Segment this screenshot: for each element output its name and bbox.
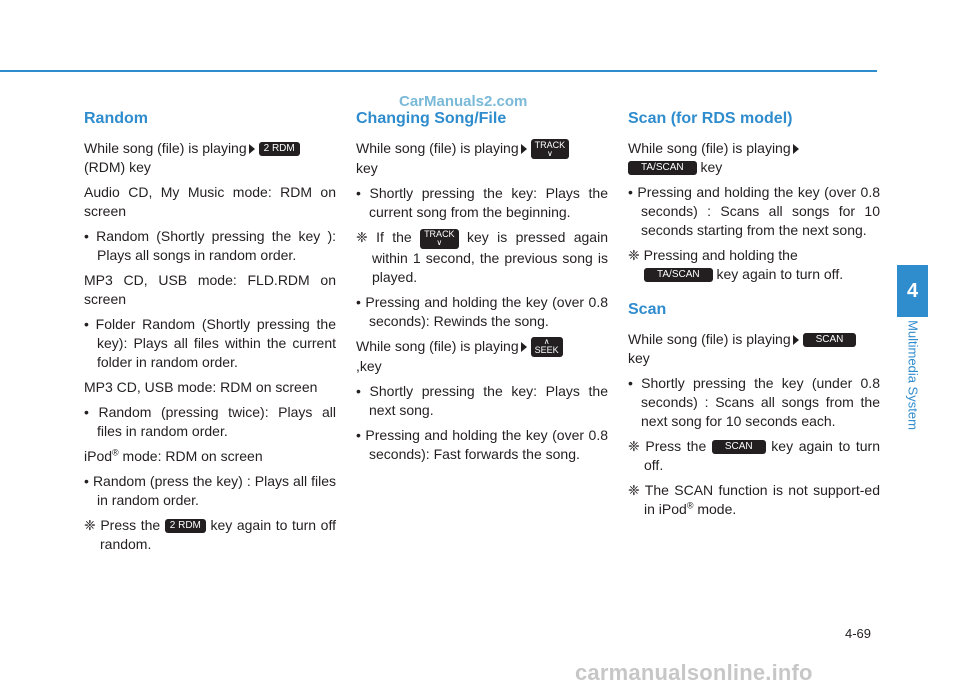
random-mp3-mode: MP3 CD, USB mode: RDM on screen (84, 379, 318, 395)
scan-key-icon: SCAN (803, 333, 857, 347)
scan-rds-intro (628, 139, 880, 177)
random-cd-bullet: • Random (Shortly pressing the key ): Plays all songs in random order. (84, 228, 336, 263)
changing-title: Changing Song/File (356, 110, 507, 127)
scan-note-text-b: key again to turn off. (644, 438, 880, 473)
scan-bullet: • Shortly pressing the key (under 0.8 seconds) : Scans all songs from the next song for 10 seconds each. (628, 375, 880, 429)
random-mp3-folder-mode: MP3 CD, USB mode: FLD.RDM on screen (84, 272, 336, 307)
arrow-right-icon (521, 144, 527, 154)
scan-note-text-a: ❈ Press the (628, 438, 712, 454)
scan-intro-text: While song (file) is playing (628, 331, 791, 347)
scan-rds-key-text: key (696, 159, 723, 175)
changing-intro-text-2: While song (file) is playing (356, 337, 519, 354)
random-ipod-bullet: • Random (press the key) : Plays all files in random order. (84, 473, 336, 508)
scan-note-2 (628, 481, 880, 519)
arrow-right-icon (521, 342, 527, 352)
registered-mark: ® (686, 500, 694, 511)
scan-intro (628, 330, 880, 368)
changing-note-text-a: ❈ If the (356, 229, 421, 246)
scan-note-1 (628, 437, 880, 475)
track-key-label: TRACK (424, 229, 455, 240)
ta-scan-key-icon: TA/SCAN (628, 161, 697, 175)
changing-key-text: key (356, 160, 378, 177)
changing-section (356, 109, 608, 470)
ipod-text: iPod (84, 448, 113, 464)
random-title: Random (84, 110, 148, 127)
watermark: CarManuals2.com (399, 93, 528, 110)
random-note-text-b: key again to turn off random. (100, 517, 336, 552)
random-intro-key-text: (RDM) key (84, 159, 151, 175)
random-mp3-bullet: • Random (pressing twice): Plays all files in random order. (84, 404, 336, 439)
changing-intro-seek (356, 337, 608, 376)
scan-rds-note-text-a: ❈ Pressing and holding the (628, 247, 798, 263)
scan-key-icon: SCAN (712, 440, 766, 454)
chapter-title: Multimedia System (905, 320, 921, 430)
scan-rds-intro-text: While song (file) is playing (628, 140, 791, 156)
random-ipod-mode (84, 447, 336, 466)
changing-rewind-bullet: • Pressing and holding the key (over 0.8 seconds): Rewinds the song. (356, 293, 608, 329)
arrow-right-icon (249, 144, 255, 154)
scan-rds-title: Scan (for RDS model) (628, 110, 793, 127)
scan-note-2-text-a: ❈ The SCAN function is not support-ed in iPod (628, 482, 880, 517)
track-down-key-icon (420, 229, 459, 249)
scan-rds-bullet: • Pressing and holding the key (over 0.8 seconds) : Scans all songs for 10 seconds starting from the next song. (628, 184, 880, 238)
random-folder-bullet: • Folder Random (Shortly pressing the key): Plays all files within the current folder in random order. (84, 316, 336, 370)
chevron-down-icon: ∨ (436, 238, 443, 248)
changing-key-text-2: ,key (356, 357, 382, 374)
track-key-label: TRACK (534, 139, 566, 150)
track-down-key-icon (531, 139, 570, 159)
scan-note-2-text-b: mode. (693, 501, 737, 517)
random-cd-mode: Audio CD, My Music mode: RDM on screen (84, 184, 336, 219)
scan-key-text: key (628, 350, 650, 366)
scan-rds-note-text-b: key again to turn off. (712, 266, 844, 282)
ipod-mode-text: mode: RDM on screen (118, 448, 263, 464)
random-section (84, 109, 336, 560)
seek-up-key-icon (531, 337, 563, 357)
random-intro (84, 139, 336, 177)
changing-forward-bullet: • Pressing and holding the key (over 0.8 seconds): Fast forwards the song. (356, 426, 608, 462)
random-intro-text: While song (file) is playing (84, 140, 247, 156)
chapter-tab: 4 (897, 265, 928, 317)
changing-note-text-b: key is pressed again within 1 second, the previous song is played. (372, 229, 608, 285)
arrow-right-icon (793, 335, 799, 345)
rdm-key-icon: 2 RDM (165, 519, 206, 533)
registered-mark: ® (112, 447, 119, 458)
scan-rds-note (628, 246, 880, 284)
changing-intro-track (356, 139, 608, 178)
changing-next-bullet: • Shortly pressing the key: Plays the next song. (356, 382, 608, 418)
footer-watermark: carmanualsonline.info (575, 660, 813, 685)
scan-section (628, 109, 880, 525)
random-note-text-a: ❈ Press the (84, 517, 165, 533)
scan-title: Scan (628, 301, 667, 318)
ta-scan-key-icon: TA/SCAN (644, 268, 713, 282)
page-number: 4-69 (845, 626, 872, 641)
changing-intro-text: While song (file) is playing (356, 140, 519, 156)
chevron-up-icon: ∧ (543, 337, 550, 347)
changing-short-press-bullet: • Shortly pressing the key: Plays the current song from the beginning. (356, 185, 608, 221)
top-rule (0, 70, 877, 72)
rdm-key-icon: 2 RDM (259, 142, 300, 156)
seek-key-label: SEEK (534, 345, 559, 356)
arrow-right-icon (793, 144, 799, 154)
changing-note (356, 228, 608, 286)
random-note (84, 516, 336, 554)
chevron-down-icon: ∨ (546, 148, 553, 158)
